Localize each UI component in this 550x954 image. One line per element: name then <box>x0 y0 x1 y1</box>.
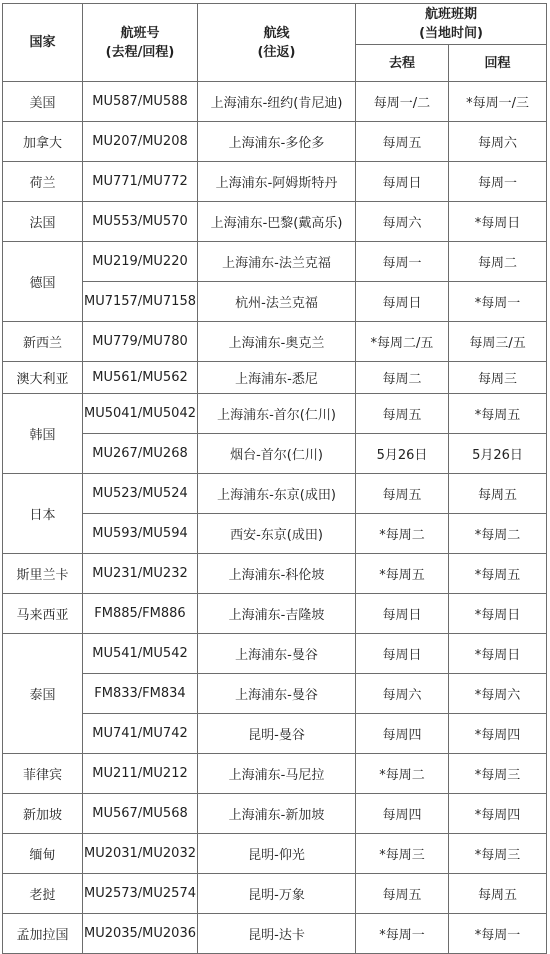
table-row <box>3 162 547 202</box>
flight-number-cell: MU7157/MU7158 <box>83 282 198 322</box>
return-day-cell: *每周一 <box>449 914 547 954</box>
country-cell: 泰国 <box>3 634 83 754</box>
table-row <box>3 874 547 914</box>
outbound-day-cell: 每周五 <box>356 874 449 914</box>
return-day-cell: *每周一 <box>449 282 547 322</box>
table-row <box>3 594 547 634</box>
return-day-cell: 每周三 <box>449 362 547 394</box>
outbound-day-cell: 5月26日 <box>356 434 449 474</box>
return-day-cell: *每周日 <box>449 634 547 674</box>
country-cell: 马来西亚 <box>3 594 83 634</box>
table-row <box>3 202 547 242</box>
country-cell: 斯里兰卡 <box>3 554 83 594</box>
country-cell: 缅甸 <box>3 834 83 874</box>
header-route-title: 航线 <box>263 25 290 41</box>
country-cell: 荷兰 <box>3 162 83 202</box>
table-row <box>3 434 547 474</box>
route-cell: 上海浦东-阿姆斯特丹 <box>198 162 356 202</box>
return-day-cell: *每周一/三 <box>449 82 547 122</box>
country-cell: 美国 <box>3 82 83 122</box>
return-day-cell: 每周五 <box>449 474 547 514</box>
outbound-day-cell: 每周四 <box>356 794 449 834</box>
outbound-day-cell: 每周六 <box>356 202 449 242</box>
return-day-cell: 每周三/五 <box>449 322 547 362</box>
table-row <box>3 754 547 794</box>
header-schedule <box>356 4 547 45</box>
country-cell: 新加坡 <box>3 794 83 834</box>
outbound-day-cell: 每周五 <box>356 122 449 162</box>
outbound-day-cell: 每周五 <box>356 394 449 434</box>
return-day-cell: *每周五 <box>449 394 547 434</box>
flight-number-cell: MU593/MU594 <box>83 514 198 554</box>
country-cell: 老挝 <box>3 874 83 914</box>
route-cell: 昆明-万象 <box>198 874 356 914</box>
route-cell: 上海浦东-巴黎(戴高乐) <box>198 202 356 242</box>
return-day-cell: *每周二 <box>449 514 547 554</box>
outbound-day-cell: 每周六 <box>356 674 449 714</box>
route-cell: 上海浦东-纽约(肯尼迪) <box>198 82 356 122</box>
country-cell: 韩国 <box>3 394 83 474</box>
route-cell: 昆明-仰光 <box>198 834 356 874</box>
flight-number-cell: MU553/MU570 <box>83 202 198 242</box>
flight-number-cell: MU541/MU542 <box>83 634 198 674</box>
return-day-cell: *每周三 <box>449 834 547 874</box>
flight-number-cell: MU207/MU208 <box>83 122 198 162</box>
return-day-cell: *每周四 <box>449 714 547 754</box>
return-day-cell: *每周六 <box>449 674 547 714</box>
country-cell: 加拿大 <box>3 122 83 162</box>
table-row <box>3 322 547 362</box>
outbound-day-cell: 每周五 <box>356 474 449 514</box>
outbound-day-cell: *每周二/五 <box>356 322 449 362</box>
route-cell: 上海浦东-科伦坡 <box>198 554 356 594</box>
table-row <box>3 634 547 674</box>
table-row <box>3 554 547 594</box>
route-cell: 杭州-法兰克福 <box>198 282 356 322</box>
route-cell: 上海浦东-多伦多 <box>198 122 356 162</box>
flight-schedule-table <box>2 3 547 954</box>
header-route <box>198 4 356 82</box>
country-cell: 德国 <box>3 242 83 322</box>
route-cell: 西安-东京(成田) <box>198 514 356 554</box>
table-row <box>3 514 547 554</box>
outbound-day-cell: *每周二 <box>356 514 449 554</box>
flight-number-cell: MU219/MU220 <box>83 242 198 282</box>
table-row <box>3 834 547 874</box>
table-row <box>3 242 547 282</box>
country-cell: 澳大利亚 <box>3 362 83 394</box>
return-day-cell: 5月26日 <box>449 434 547 474</box>
header-country: 国家 <box>3 4 83 82</box>
flight-number-cell: MU771/MU772 <box>83 162 198 202</box>
table-row <box>3 82 547 122</box>
flight-number-cell: MU523/MU524 <box>83 474 198 514</box>
route-cell: 上海浦东-马尼拉 <box>198 754 356 794</box>
route-cell: 昆明-达卡 <box>198 914 356 954</box>
flight-number-cell: MU211/MU212 <box>83 754 198 794</box>
route-cell: 上海浦东-曼谷 <box>198 674 356 714</box>
table-row <box>3 674 547 714</box>
table-row <box>3 794 547 834</box>
return-day-cell: *每周五 <box>449 554 547 594</box>
flight-number-cell: MU567/MU568 <box>83 794 198 834</box>
route-cell: 上海浦东-法兰克福 <box>198 242 356 282</box>
flight-number-cell: MU2573/MU2574 <box>83 874 198 914</box>
outbound-day-cell: *每周二 <box>356 754 449 794</box>
table-row <box>3 122 547 162</box>
route-cell: 上海浦东-首尔(仁川) <box>198 394 356 434</box>
header-row-top <box>3 4 547 45</box>
outbound-day-cell: *每周一 <box>356 914 449 954</box>
header-flight-number-subtitle: (去程/回程) <box>105 44 175 60</box>
country-cell: 孟加拉国 <box>3 914 83 954</box>
return-day-cell: *每周四 <box>449 794 547 834</box>
route-cell: 烟台-首尔(仁川) <box>198 434 356 474</box>
outbound-day-cell: *每周三 <box>356 834 449 874</box>
flight-number-cell: MU231/MU232 <box>83 554 198 594</box>
flight-number-cell: MU741/MU742 <box>83 714 198 754</box>
outbound-day-cell: 每周二 <box>356 362 449 394</box>
return-day-cell: *每周日 <box>449 202 547 242</box>
flight-number-cell: FM833/FM834 <box>83 674 198 714</box>
header-flight-number <box>83 4 198 82</box>
return-day-cell: 每周一 <box>449 162 547 202</box>
country-cell: 新西兰 <box>3 322 83 362</box>
flight-number-cell: MU5041/MU5042 <box>83 394 198 434</box>
flight-number-cell: MU779/MU780 <box>83 322 198 362</box>
header-flight-number-title: 航班号 <box>120 25 160 41</box>
outbound-day-cell: 每周日 <box>356 634 449 674</box>
country-cell: 日本 <box>3 474 83 554</box>
header-return: 回程 <box>449 45 547 82</box>
return-day-cell: *每周日 <box>449 594 547 634</box>
flight-number-cell: MU2031/MU2032 <box>83 834 198 874</box>
table-row <box>3 362 547 394</box>
return-day-cell: 每周六 <box>449 122 547 162</box>
route-cell: 上海浦东-吉隆坡 <box>198 594 356 634</box>
flight-number-cell: MU2035/MU2036 <box>83 914 198 954</box>
flight-number-cell: MU561/MU562 <box>83 362 198 394</box>
outbound-day-cell: *每周五 <box>356 554 449 594</box>
outbound-day-cell: 每周日 <box>356 162 449 202</box>
outbound-day-cell: 每周四 <box>356 714 449 754</box>
outbound-day-cell: 每周一 <box>356 242 449 282</box>
table-row <box>3 394 547 434</box>
country-cell: 法国 <box>3 202 83 242</box>
route-cell: 上海浦东-悉尼 <box>198 362 356 394</box>
header-route-subtitle: (往返) <box>257 44 296 60</box>
table-row <box>3 474 547 514</box>
outbound-day-cell: 每周一/二 <box>356 82 449 122</box>
table-row <box>3 282 547 322</box>
route-cell: 上海浦东-东京(成田) <box>198 474 356 514</box>
return-day-cell: 每周五 <box>449 874 547 914</box>
table-row <box>3 714 547 754</box>
header-outbound: 去程 <box>356 45 449 82</box>
route-cell: 上海浦东-新加坡 <box>198 794 356 834</box>
route-cell: 昆明-曼谷 <box>198 714 356 754</box>
flight-number-cell: MU267/MU268 <box>83 434 198 474</box>
header-schedule-subtitle: (当地时间) <box>419 26 483 41</box>
schedule-body <box>3 82 547 954</box>
country-cell: 菲律宾 <box>3 754 83 794</box>
return-day-cell: 每周二 <box>449 242 547 282</box>
header-schedule-title: 航班班期 <box>425 7 478 22</box>
route-cell: 上海浦东-曼谷 <box>198 634 356 674</box>
outbound-day-cell: 每周日 <box>356 594 449 634</box>
flight-number-cell: MU587/MU588 <box>83 82 198 122</box>
return-day-cell: *每周三 <box>449 754 547 794</box>
outbound-day-cell: 每周日 <box>356 282 449 322</box>
flight-number-cell: FM885/FM886 <box>83 594 198 634</box>
route-cell: 上海浦东-奥克兰 <box>198 322 356 362</box>
table-row <box>3 914 547 954</box>
